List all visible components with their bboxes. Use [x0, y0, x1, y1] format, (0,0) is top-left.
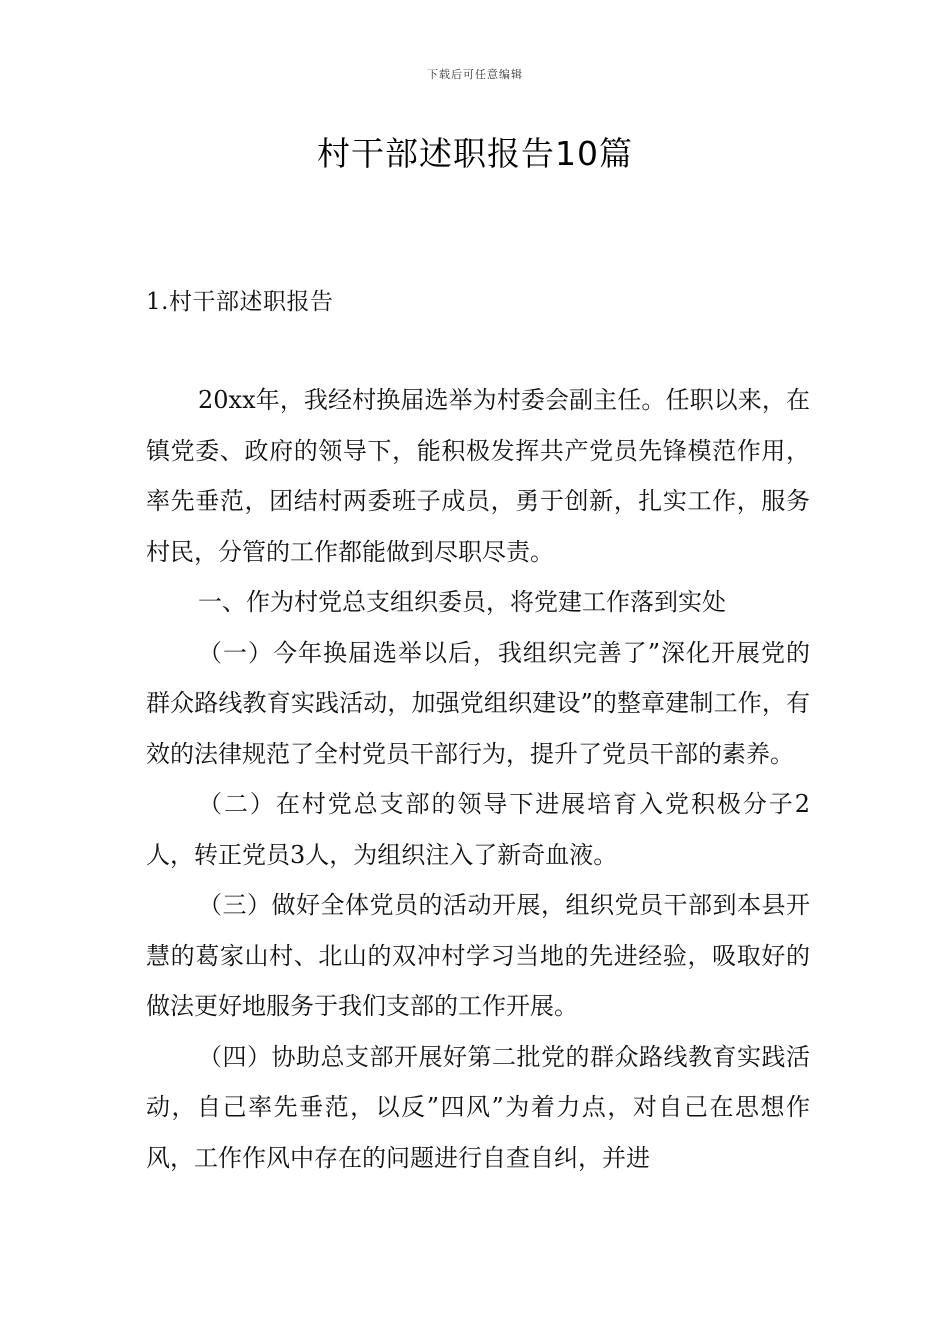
document-title: 村干部述职报告10篇 — [317, 134, 633, 173]
body-text — [146, 375, 810, 1183]
paragraph-item-one: （一）今年换届选举以后，我组织完善了”深化开展党的群众路线教育实践活动，加强党组织建设”的整章建制工作，有效的法律规范了全村党员干部行为，提升了党员干部的素养。 — [146, 638, 810, 768]
paragraph-item-two: （二）在村党总支部的领导下进展培育入党积极分子2人，转正党员3人，为组织注入了新奇血液。 — [146, 790, 810, 869]
paragraph-intro: 20xx年，我经村换届选举为村委会副主任。任职以来，在镇党委、政府的领导下，能积极发挥共产党员先锋模范作用，率先垂范，团结村两委班子成员，勇于创新，扎实工作，服务村民，分管的工作都能做到尽职尽责。 — [146, 386, 810, 566]
paragraph-item-four: （四）协助总支部开展好第二批党的群众路线教育实践活动，自己率先垂范，以反”四风”为着力点，对自己在思想作风，工作作风中存在的问题进行自查自纠，并进 — [146, 1042, 810, 1172]
header-note: 下载后可任意编辑 — [427, 68, 523, 81]
paragraph-heading-one: 一、作为村党总支组织委员，将党建工作落到实处 — [198, 588, 726, 616]
section-heading: 1.村干部述职报告 — [146, 289, 334, 315]
paragraph-item-three: （三）做好全体党员的活动开展，组织党员干部到本县开慧的葛家山村、北山的双冲村学习当地的先进经验，吸取好的做法更好地服务于我们支部的工作开展。 — [146, 891, 810, 1020]
